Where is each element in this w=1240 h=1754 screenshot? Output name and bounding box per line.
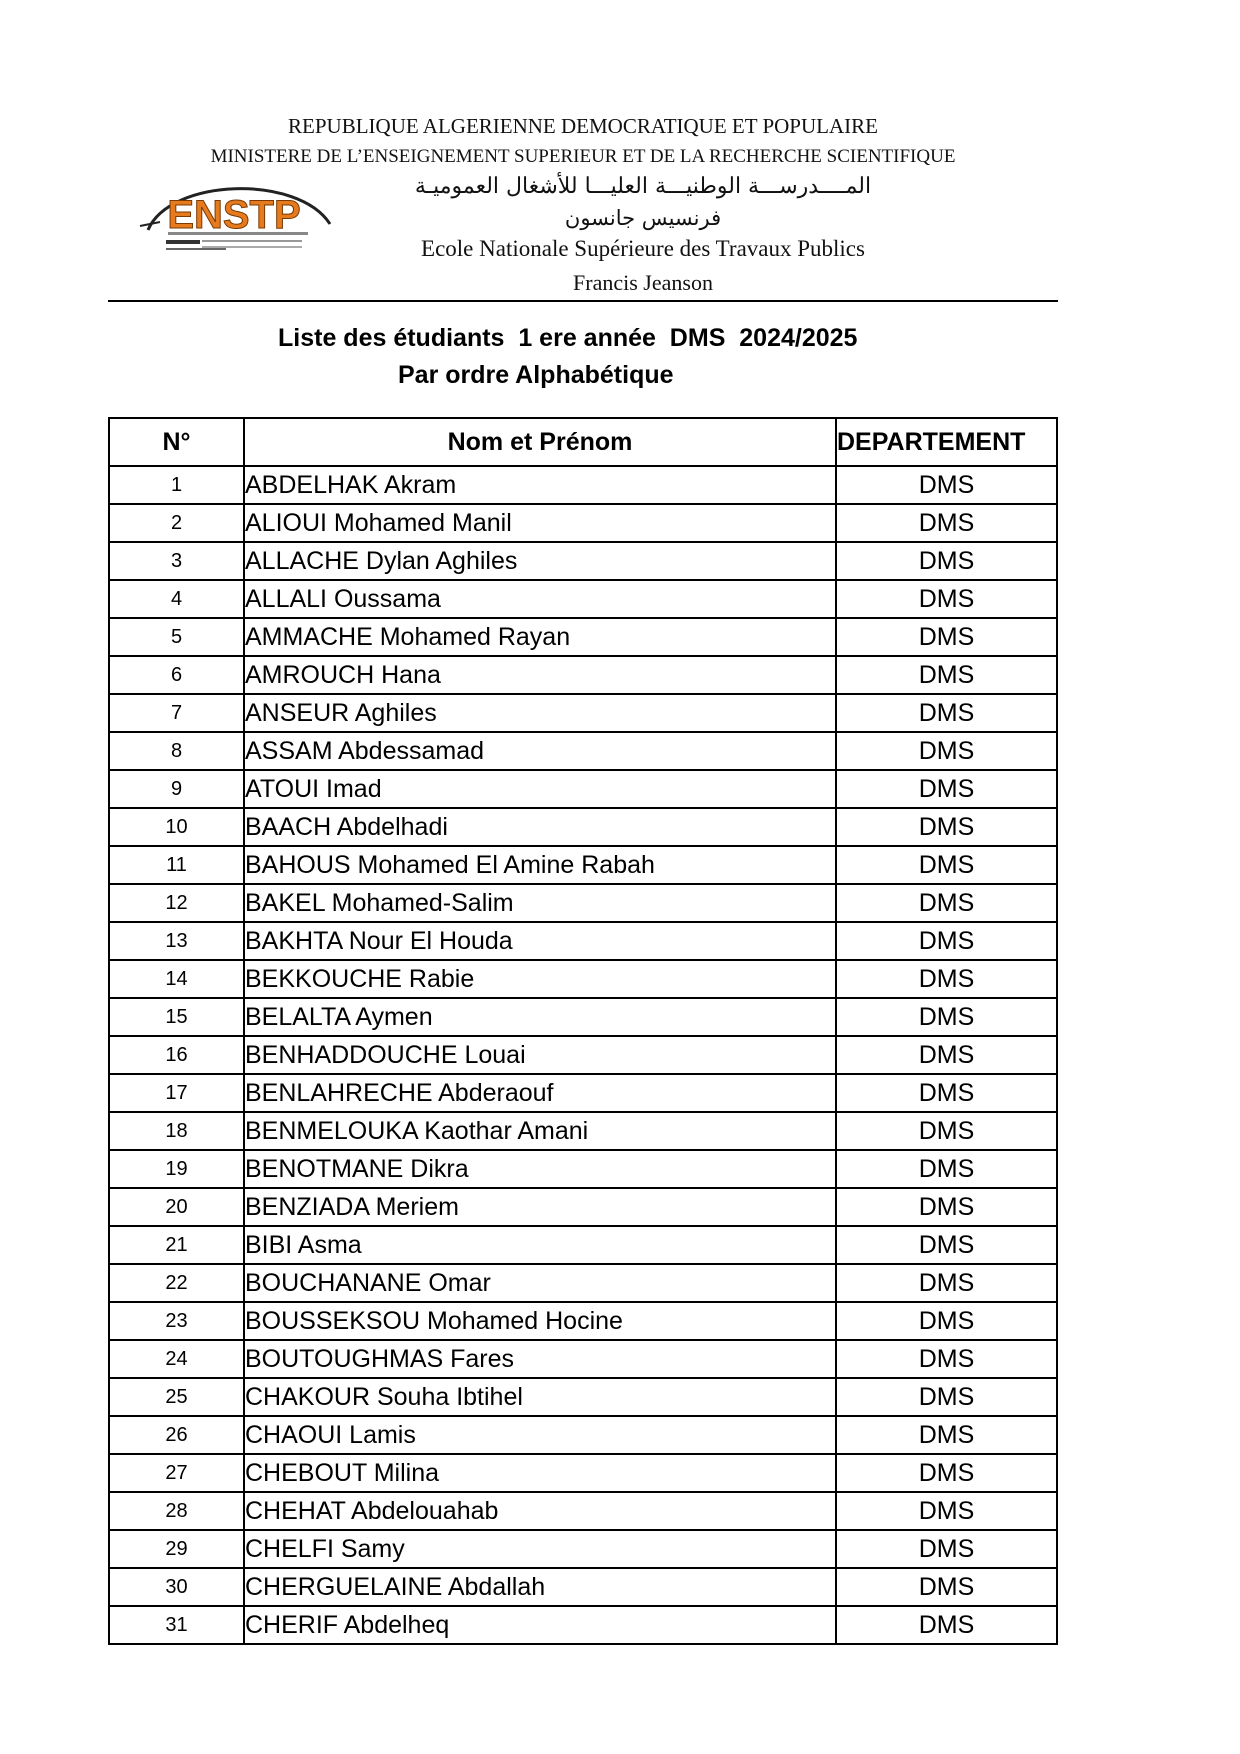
table-row	[109, 1454, 1057, 1492]
row-number: 12	[109, 884, 244, 922]
row-name: BAKEL Mohamed-Salim	[244, 884, 836, 922]
row-name: BAACH Abdelhadi	[244, 808, 836, 846]
table-row	[109, 1188, 1057, 1226]
row-department: DMS	[836, 1568, 1057, 1606]
row-number: 7	[109, 694, 244, 732]
francis-jeanson-arabic: فرنسيس جانسون	[564, 206, 722, 230]
francis-jeanson-french: Francis Jeanson	[573, 270, 713, 295]
row-number: 21	[109, 1226, 244, 1264]
header-number: N°	[109, 418, 244, 466]
row-name: BENLAHRECHE Abderaouf	[244, 1074, 836, 1112]
header-department: DEPARTEMENT	[836, 418, 1057, 466]
row-department: DMS	[836, 922, 1057, 960]
row-name: BAHOUS Mohamed El Amine Rabah	[244, 846, 836, 884]
row-name: CHAOUI Lamis	[244, 1416, 836, 1454]
row-number: 24	[109, 1340, 244, 1378]
row-department: DMS	[836, 466, 1057, 504]
row-department: DMS	[836, 1416, 1057, 1454]
row-department: DMS	[836, 618, 1057, 656]
row-name: CHERGUELAINE Abdallah	[244, 1568, 836, 1606]
row-name: CHAKOUR Souha Ibtihel	[244, 1378, 836, 1416]
row-name: BOUTOUGHMAS Fares	[244, 1340, 836, 1378]
row-number: 4	[109, 580, 244, 618]
row-name: AMROUCH Hana	[244, 656, 836, 694]
row-name: BENHADDOUCHE Louai	[244, 1036, 836, 1074]
school-name-french: Ecole Nationale Supérieure des Travaux Publics	[421, 236, 865, 261]
row-department: DMS	[836, 732, 1057, 770]
table-row	[109, 466, 1057, 504]
table-row	[109, 1226, 1057, 1264]
row-number: 19	[109, 1150, 244, 1188]
list-subtitle: Par ordre Alphabétique	[398, 361, 674, 389]
row-number: 1	[109, 466, 244, 504]
row-department: DMS	[836, 1188, 1057, 1226]
row-name: CHEBOUT Milina	[244, 1454, 836, 1492]
row-department: DMS	[836, 542, 1057, 580]
table-row	[109, 732, 1057, 770]
row-department: DMS	[836, 580, 1057, 618]
row-number: 5	[109, 618, 244, 656]
row-department: DMS	[836, 694, 1057, 732]
row-department: DMS	[836, 504, 1057, 542]
row-number: 8	[109, 732, 244, 770]
header-divider	[108, 300, 1058, 302]
row-number: 16	[109, 1036, 244, 1074]
row-name: ALLACHE Dylan Aghiles	[244, 542, 836, 580]
table-row	[109, 884, 1057, 922]
row-department: DMS	[836, 1150, 1057, 1188]
table-header-row	[109, 418, 1057, 466]
row-number: 15	[109, 998, 244, 1036]
row-department: DMS	[836, 1340, 1057, 1378]
table-row	[109, 1150, 1057, 1188]
table-row	[109, 770, 1057, 808]
row-name: BENMELOUKA Kaothar Amani	[244, 1112, 836, 1150]
row-name: ABDELHAK Akram	[244, 466, 836, 504]
row-department: DMS	[836, 1036, 1057, 1074]
row-number: 2	[109, 504, 244, 542]
row-department: DMS	[836, 846, 1057, 884]
ministry-line: MINISTERE DE L’ENSEIGNEMENT SUPERIEUR ET DE LA RECHERCHE SCIENTIFIQUE	[210, 146, 956, 167]
list-title: Liste des étudiants 1 ere année DMS 2024/2025	[278, 324, 858, 352]
table-row	[109, 1568, 1057, 1606]
row-name: BOUCHANANE Omar	[244, 1264, 836, 1302]
row-number: 23	[109, 1302, 244, 1340]
row-number: 9	[109, 770, 244, 808]
row-number: 18	[109, 1112, 244, 1150]
row-number: 28	[109, 1492, 244, 1530]
row-number: 30	[109, 1568, 244, 1606]
row-number: 3	[109, 542, 244, 580]
row-number: 6	[109, 656, 244, 694]
row-number: 10	[109, 808, 244, 846]
row-name: ALIOUI Mohamed Manil	[244, 504, 836, 542]
row-name: ASSAM Abdessamad	[244, 732, 836, 770]
row-department: DMS	[836, 1226, 1057, 1264]
table-row	[109, 656, 1057, 694]
table-row	[109, 1416, 1057, 1454]
row-department: DMS	[836, 1074, 1057, 1112]
table-row	[109, 922, 1057, 960]
table-row	[109, 694, 1057, 732]
row-name: BENZIADA Meriem	[244, 1188, 836, 1226]
row-department: DMS	[836, 1378, 1057, 1416]
row-name: CHELFI Samy	[244, 1530, 836, 1568]
table-row	[109, 998, 1057, 1036]
table-row	[109, 846, 1057, 884]
table-row	[109, 1264, 1057, 1302]
row-name: ANSEUR Aghiles	[244, 694, 836, 732]
table-row	[109, 1530, 1057, 1568]
row-name: BENOTMANE Dikra	[244, 1150, 836, 1188]
table-row	[109, 1378, 1057, 1416]
table-row	[109, 618, 1057, 656]
row-number: 20	[109, 1188, 244, 1226]
row-department: DMS	[836, 1454, 1057, 1492]
table-row	[109, 1074, 1057, 1112]
row-number: 29	[109, 1530, 244, 1568]
table-row	[109, 1340, 1057, 1378]
row-name: ALLALI Oussama	[244, 580, 836, 618]
row-department: DMS	[836, 1606, 1057, 1644]
table-row	[109, 1112, 1057, 1150]
row-name: BIBI Asma	[244, 1226, 836, 1264]
students-table	[108, 417, 1058, 1645]
row-department: DMS	[836, 656, 1057, 694]
row-name: BAKHTA Nour El Houda	[244, 922, 836, 960]
row-number: 17	[109, 1074, 244, 1112]
row-name: CHEHAT Abdelouahab	[244, 1492, 836, 1530]
row-number: 27	[109, 1454, 244, 1492]
row-department: DMS	[836, 1492, 1057, 1530]
row-number: 31	[109, 1606, 244, 1644]
enstp-logo	[130, 172, 338, 272]
table-row	[109, 504, 1057, 542]
row-department: DMS	[836, 960, 1057, 998]
row-department: DMS	[836, 1112, 1057, 1150]
row-name: BELALTA Aymen	[244, 998, 836, 1036]
row-department: DMS	[836, 1530, 1057, 1568]
row-department: DMS	[836, 1302, 1057, 1340]
logo-wordmark: ENSTP	[167, 193, 301, 237]
republic-line: REPUBLIQUE ALGERIENNE DEMOCRATIQUE ET POPULAIRE	[288, 114, 878, 138]
row-name: CHERIF Abdelheq	[244, 1606, 836, 1644]
row-number: 13	[109, 922, 244, 960]
row-department: DMS	[836, 770, 1057, 808]
row-department: DMS	[836, 808, 1057, 846]
row-name: ATOUI Imad	[244, 770, 836, 808]
row-number: 14	[109, 960, 244, 998]
table-row	[109, 580, 1057, 618]
row-department: DMS	[836, 998, 1057, 1036]
row-number: 25	[109, 1378, 244, 1416]
table-row	[109, 1302, 1057, 1340]
table-row	[109, 542, 1057, 580]
row-number: 11	[109, 846, 244, 884]
row-name: BEKKOUCHE Rabie	[244, 960, 836, 998]
row-department: DMS	[836, 884, 1057, 922]
school-name-arabic: المــــدرســـة الوطنيـــة العليـــا للأشغال العموميـة	[414, 174, 872, 199]
table-row	[109, 1036, 1057, 1074]
row-number: 22	[109, 1264, 244, 1302]
table-row	[109, 808, 1057, 846]
row-name: AMMACHE Mohamed Rayan	[244, 618, 836, 656]
table-row	[109, 1606, 1057, 1644]
table-row	[109, 1492, 1057, 1530]
header-name: Nom et Prénom	[244, 418, 836, 466]
row-number: 26	[109, 1416, 244, 1454]
table-row	[109, 960, 1057, 998]
row-name: BOUSSEKSOU Mohamed Hocine	[244, 1302, 836, 1340]
row-department: DMS	[836, 1264, 1057, 1302]
